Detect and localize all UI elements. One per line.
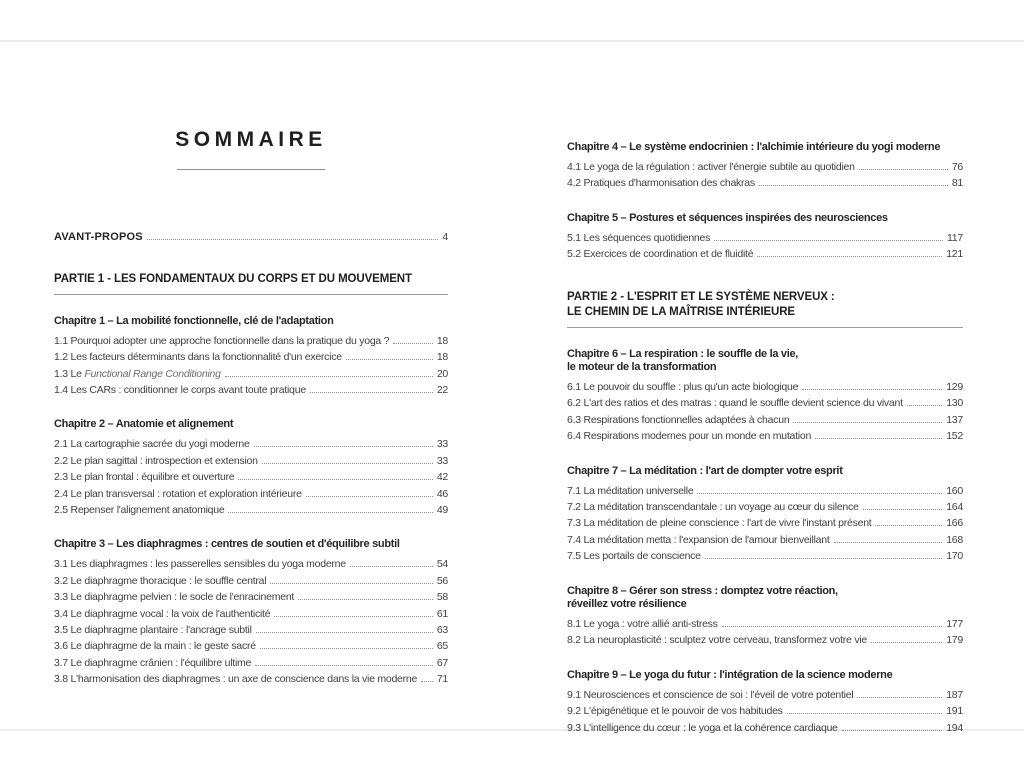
- page-number: 160: [946, 484, 963, 497]
- toc-entry-text: 6.3 Respirations fonctionnelles adaptées à chacun: [567, 413, 790, 426]
- page-number: 58: [436, 591, 448, 604]
- toc-entry: [54, 556, 448, 572]
- page-number: 20: [436, 367, 448, 380]
- dotted-leader: [907, 405, 942, 406]
- toc-entry: [54, 349, 448, 365]
- toc-entry: [567, 379, 963, 395]
- toc-entry-text: 3.6 Le diaphragme de la main : le geste sacré: [54, 640, 256, 653]
- dotted-leader: [147, 239, 439, 240]
- chapter: [567, 141, 963, 192]
- chapter-title: [567, 348, 963, 375]
- toc-right-column: [567, 121, 963, 736]
- toc-entry-text: 6.4 Respirations modernes pour un monde en mutation: [567, 430, 812, 443]
- part-heading-line: PARTIE 2 - L'ESPRIT ET LE SYSTÈME NERVEUX :: [567, 290, 835, 303]
- page-title: SOMMAIRE: [175, 128, 327, 151]
- toc-entry: [567, 720, 963, 736]
- toc-entry-text: 7.5 Les portails de conscience: [567, 550, 701, 563]
- toc-entry: [567, 428, 963, 444]
- page-top-edge-line: [0, 40, 1024, 42]
- toc-entry-text: 3.8 L'harmonisation des diaphragmes : un axe de conscience dans la vie moderne: [54, 673, 418, 686]
- dotted-leader: [787, 713, 943, 714]
- chapter-title: [567, 141, 963, 155]
- toc-entry: [567, 175, 963, 191]
- toc-entry-text: 7.3 La méditation de pleine conscience : l'art de vivre l'instant présent: [567, 517, 872, 530]
- page-number: 164: [946, 501, 963, 514]
- chapter-title-line: Chapitre 6 – La respiration : le souffle de la vie,: [567, 347, 799, 360]
- chapter-title-line: Chapitre 9 – Le yoga du futur : l'intégration de la science moderne: [567, 668, 893, 681]
- chapter: [567, 465, 963, 565]
- page-number: 65: [436, 640, 448, 653]
- toc-entry: [54, 382, 448, 398]
- toc-entry-text: 9.3 L'intelligence du cœur : le yoga et la cohérence cardiaque: [567, 721, 838, 734]
- page-number: 177: [946, 618, 963, 631]
- part-heading: [54, 272, 448, 295]
- toc-entry: [567, 395, 963, 411]
- toc-entry-text: 4.2 Pratiques d'harmonisation des chakras: [567, 177, 755, 190]
- page-number: 49: [436, 504, 448, 517]
- chapter-title-line: Chapitre 7 – La méditation : l'art de dompter votre esprit: [567, 464, 843, 477]
- dotted-leader: [697, 493, 942, 494]
- dotted-leader: [714, 240, 943, 241]
- toc-entry-text: 1.2 Les facteurs déterminants dans la fonctionnalité d'un exercice: [54, 351, 342, 364]
- dotted-leader: [842, 730, 942, 731]
- toc-entry: [54, 453, 448, 469]
- toc-entry-text: 2.1 La cartographie sacrée du yogi moderne: [54, 438, 250, 451]
- toc-entry-text: 3.3 Le diaphragme pelvien : le socle de l'enracinement: [54, 591, 295, 604]
- page-number: 76: [951, 161, 963, 173]
- toc-entry: [54, 366, 448, 382]
- dotted-leader: [793, 422, 942, 423]
- dotted-leader: [238, 479, 432, 480]
- toc-entry: [567, 159, 963, 175]
- dotted-leader: [722, 626, 943, 627]
- page-number: 33: [436, 454, 448, 467]
- toc-entry: [567, 616, 963, 632]
- page-number: 61: [436, 607, 448, 620]
- page-number: 129: [946, 381, 963, 394]
- toc-entry-text: 3.2 Le diaphragme thoracique : le souffle central: [54, 574, 267, 587]
- chapter-title: [567, 465, 963, 479]
- page-number: 22: [436, 384, 448, 397]
- page-number: 187: [946, 688, 963, 701]
- chapter-title-line: Chapitre 1 – La mobilité fonctionnelle, clé de l'adaptation: [54, 314, 334, 327]
- dotted-leader: [256, 632, 433, 633]
- toc-entry-text: 7.4 La méditation metta : l'expansion de l'amour bienveillant: [567, 533, 830, 546]
- page-number: 18: [436, 351, 448, 364]
- dotted-leader: [759, 185, 948, 186]
- page-number: 152: [946, 430, 963, 443]
- toc-entry-text: 5.2 Exercices de coordination et de fluidité: [567, 248, 754, 261]
- toc-entry: [567, 548, 963, 564]
- part-heading-line: PARTIE 1 - LES FONDAMENTAUX DU CORPS ET DU MOUVEMENT: [54, 273, 412, 286]
- dotted-leader: [274, 616, 433, 617]
- toc-entry-text: 9.1 Neurosciences et conscience de soi : l'éveil de votre potentiel: [567, 688, 854, 701]
- toc-entry-text: 7.1 La méditation universelle: [567, 484, 694, 497]
- dotted-leader: [350, 566, 433, 567]
- toc-entry: [567, 532, 963, 548]
- dotted-leader: [306, 496, 433, 497]
- toc-entry-text: 3.4 Le diaphragme vocal : la voix de l'authenticité: [54, 607, 271, 620]
- chapter-title-line: Chapitre 8 – Gérer son stress : domptez votre réaction,: [567, 584, 838, 597]
- page-number: 179: [946, 634, 963, 647]
- toc-entry-text: 6.1 Le pouvoir du souffle : plus qu'un acte biologique: [567, 381, 799, 394]
- chapter: [567, 585, 963, 649]
- page-number: 71: [436, 673, 448, 686]
- chapter-title-line: Chapitre 3 – Les diaphragmes : centres de soutien et d'équilibre subtil: [54, 538, 400, 551]
- dotted-leader: [228, 512, 432, 513]
- dotted-leader: [802, 389, 942, 390]
- toc-entry: [567, 499, 963, 515]
- toc-entry: [567, 412, 963, 428]
- dotted-leader: [298, 599, 433, 600]
- dotted-leader: [255, 665, 433, 666]
- toc-entry: [54, 606, 448, 622]
- chapter-title-line: Chapitre 2 – Anatomie et alignement: [54, 418, 234, 431]
- toc-left-column: [54, 128, 448, 688]
- toc-entry-text: 2.5 Repenser l'alignement anatomique: [54, 504, 225, 517]
- toc-entry-text: 2.3 Le plan frontal : équilibre et ouverture: [54, 471, 235, 484]
- chapter-title: [54, 315, 448, 329]
- page-number: 191: [946, 705, 963, 718]
- page-number: 170: [946, 550, 963, 563]
- dotted-leader: [863, 509, 943, 510]
- dotted-leader: [859, 169, 948, 170]
- toc-entry: [54, 573, 448, 589]
- chapter: [54, 538, 448, 687]
- dotted-leader: [225, 376, 433, 377]
- toc-entry-text: 3.5 Le diaphragme plantaire : l'ancrage subtil: [54, 623, 252, 636]
- dotted-leader: [270, 583, 433, 584]
- toc-entry: [567, 703, 963, 719]
- page-number: 42: [436, 471, 448, 484]
- page-number: 63: [436, 623, 448, 636]
- toc-entry-text: 1.4 Les CARs : conditionner le corps avant toute pratique: [54, 384, 306, 397]
- chapter: [54, 315, 448, 399]
- chapter-title-line: réveillez votre résilience: [567, 598, 687, 611]
- toc-entry: [54, 502, 448, 518]
- dotted-leader: [857, 697, 942, 698]
- chapter-title-line: Chapitre 5 – Postures et séquences inspirées des neurosciences: [567, 211, 888, 224]
- chapter-title-line: le moteur de la transformation: [567, 361, 717, 374]
- dotted-leader: [815, 438, 942, 439]
- chapter-title: [54, 418, 448, 432]
- toc-entry: [54, 638, 448, 654]
- toc-entry: [54, 622, 448, 638]
- toc-entry: [54, 333, 448, 349]
- page-number: 4: [442, 231, 448, 243]
- toc-entry: [54, 436, 448, 452]
- chapter: [567, 669, 963, 736]
- dotted-leader: [834, 542, 943, 543]
- page-number: 117: [947, 231, 963, 244]
- chapter-title-line: Chapitre 4 – Le système endocrinien : l'alchimie intérieure du yogi moderne: [567, 141, 941, 153]
- toc-entry: [567, 483, 963, 499]
- dotted-leader: [871, 642, 942, 643]
- part-underline: [567, 327, 963, 328]
- dotted-leader: [757, 256, 942, 257]
- page-number: 18: [436, 334, 448, 347]
- dotted-leader: [260, 648, 433, 649]
- page-number: 56: [436, 574, 448, 587]
- toc-entry-avant-propos: [54, 229, 448, 245]
- toc-entry-text: AVANT-PROPOS: [54, 231, 143, 243]
- toc-entry: [567, 246, 963, 262]
- toc-entry: [54, 671, 448, 687]
- toc-entry: [54, 486, 448, 502]
- toc-entry-text: 8.1 Le yoga : votre allié anti-stress: [567, 618, 718, 631]
- toc-entry-text: 3.7 Le diaphragme crânien : l'équilibre ultime: [54, 656, 252, 669]
- dotted-leader: [393, 343, 433, 344]
- toc-entry-prefix: 1.3 Le: [54, 367, 85, 380]
- toc-entry-text: 4.1 Le yoga de la régulation : activer l'énergie subtile au quotidien: [567, 161, 855, 173]
- page-number: 54: [436, 558, 448, 571]
- dotted-leader: [262, 463, 433, 464]
- page-number: 166: [946, 517, 963, 530]
- chapter-title: [567, 585, 963, 612]
- title-underline: [177, 169, 325, 170]
- part-underline: [54, 294, 448, 295]
- page-number: 168: [946, 533, 963, 546]
- dotted-leader: [346, 359, 433, 360]
- toc-entry: [567, 515, 963, 531]
- toc-entry-text: 1.1 Pourquoi adopter une approche fonctionnelle dans la pratique du yoga ?: [54, 334, 390, 347]
- toc-entry-italic-text: Functional Range Conditioning: [84, 367, 221, 380]
- chapter-title: [567, 669, 963, 683]
- dotted-leader: [310, 392, 433, 393]
- toc-entry: [54, 589, 448, 605]
- toc-entry-text: 7.2 La méditation transcendantale : un voyage au cœur du silence: [567, 501, 859, 514]
- page-number: 81: [951, 177, 963, 190]
- page-number: 194: [946, 721, 963, 734]
- chapter: [567, 348, 963, 445]
- part-heading: [567, 290, 963, 328]
- page-number: 137: [946, 413, 963, 426]
- toc-entry: [54, 655, 448, 671]
- chapter-title: [567, 212, 963, 226]
- page-number: 121: [946, 248, 963, 261]
- dotted-leader: [705, 558, 942, 559]
- dotted-leader: [254, 446, 433, 447]
- toc-entry-text: 9.2 L'épigénétique et le pouvoir de vos habitudes: [567, 705, 783, 718]
- dotted-leader: [875, 525, 942, 526]
- chapter: [54, 418, 448, 518]
- page-number: 46: [436, 487, 448, 500]
- part-heading-line: LE CHEMIN DE LA MAÎTRISE INTÉRIEURE: [567, 306, 795, 319]
- dotted-leader: [421, 681, 433, 682]
- toc-entry-text: 6.2 L'art des ratios et des matras : quand le souffle devient science du vivant: [567, 397, 903, 410]
- toc-entry: [54, 469, 448, 485]
- chapter-title: [54, 538, 448, 552]
- chapter: [567, 212, 963, 263]
- toc-entry: [567, 687, 963, 703]
- toc-entry: [567, 230, 963, 246]
- toc-entry-text: 2.2 Le plan sagittal : introspection et extension: [54, 454, 258, 467]
- page-number: 67: [436, 656, 448, 669]
- toc-entry-text: 5.1 Les séquences quotidiennes: [567, 231, 711, 244]
- toc-entry-text: 3.1 Les diaphragmes : les passerelles sensibles du yoga moderne: [54, 558, 346, 571]
- page-number: 33: [436, 438, 448, 451]
- toc-entry-text: [54, 366, 221, 382]
- toc-entry-text: 8.2 La neuroplasticité : sculptez votre cerveau, transformez votre vie: [567, 634, 867, 647]
- toc-entry: [567, 632, 963, 648]
- page-number: 130: [946, 397, 963, 410]
- toc-entry-text: 2.4 Le plan transversal : rotation et exploration intérieure: [54, 487, 302, 500]
